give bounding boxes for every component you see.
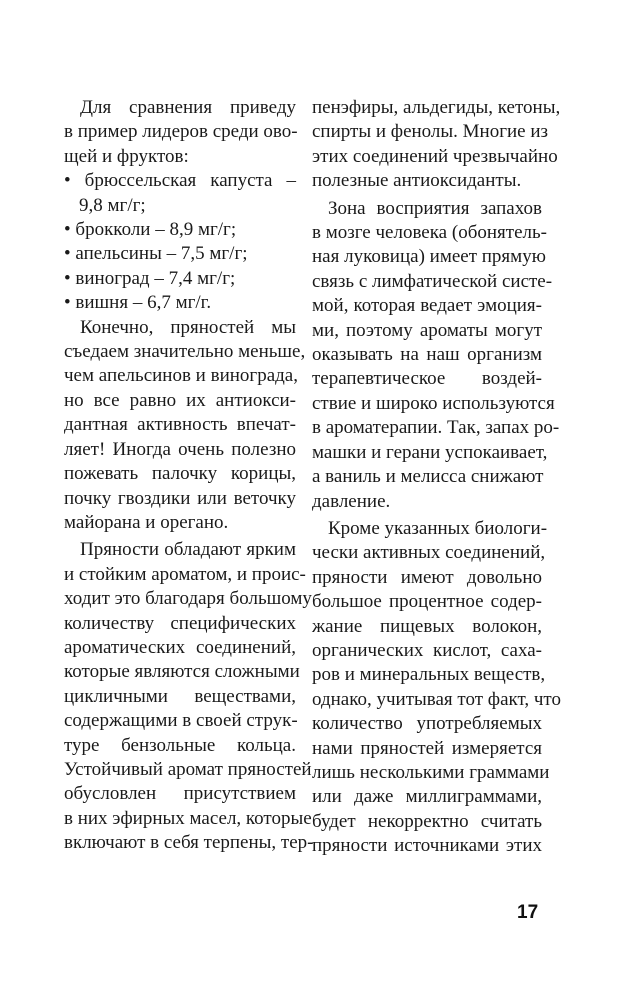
text-line: почку гвоздики или веточку (64, 487, 296, 509)
text-line: количество употребляемых (312, 713, 542, 735)
text-line: однако, учитывая тот факт, что (312, 688, 561, 710)
text-line: мой, которая ведает эмоция- (312, 295, 542, 317)
text-line: ров и минеральных веществ, (312, 664, 546, 686)
text-line: ная луковица) имеет прямую (312, 246, 546, 268)
list-item: • апельсины – 7,5 мг/г; (64, 243, 248, 265)
text-line: нами пряностей измеряется (312, 737, 542, 759)
text-line: ходит это благодаря большому (64, 588, 312, 610)
text-line: количеству специфических (64, 612, 296, 634)
text-line: спирты и фенолы. Многие из (312, 121, 549, 143)
text-line: машки и герани успокаивает, (312, 441, 548, 463)
text-line: съедаем значительно меньше, (64, 341, 306, 363)
text-line: пожевать палочку корицы, (64, 463, 296, 485)
text-line: дантная активность впечат- (64, 414, 296, 436)
list-item-continuation: 9,8 мг/г; (79, 194, 146, 216)
text-line: Зона восприятия запахов (328, 197, 542, 219)
text-line: в пример лидеров среди ово- (64, 121, 298, 143)
text-line: Пряности обладают ярким (80, 539, 296, 561)
text-line: лишь несколькими граммами (312, 761, 550, 783)
text-line: терапевтическое воздей- (312, 368, 542, 390)
text-line: большое процентное содер- (312, 591, 542, 613)
text-line: ми, поэтому ароматы могут (312, 319, 542, 341)
text-line: содержащими в своей струк- (64, 710, 298, 732)
text-line: майорана и орегано. (64, 511, 229, 533)
text-line: связь с лимфатической систе- (312, 270, 553, 292)
text-line: и стойким ароматом, и проис- (64, 563, 306, 585)
text-line: ляет! Иногда очень полезно (64, 438, 296, 460)
text-line: в мозге человека (обонятель- (312, 222, 547, 244)
page-number: 17 (517, 902, 539, 923)
right-column (312, 96, 561, 859)
text-line: ароматических соединений, (64, 636, 296, 658)
text-line: чем апельсинов и винограда, (64, 365, 298, 387)
text-line: пряности источниками этих (312, 835, 542, 857)
text-line: полезные антиоксиданты. (312, 170, 522, 192)
list-item: • брюссельская капуста – (64, 170, 296, 192)
text-line: туре бензольные кольца. (64, 734, 296, 756)
text-line: оказывать на наш организм (312, 344, 542, 366)
text-line: органических кислот, саха- (312, 639, 542, 661)
text-line: цикличными веществами, (64, 685, 296, 707)
text-line: чески активных соединений, (312, 542, 546, 564)
text-line: включают в себя терпены, тер- (64, 832, 314, 854)
text-line: Кроме указанных биологи- (328, 517, 548, 539)
left-column (64, 96, 314, 856)
text-line: пенэфиры, альдегиды, кетоны, (312, 97, 561, 118)
text-line: пряности имеют довольно (312, 566, 542, 588)
list-item: • виноград – 7,4 мг/г; (64, 267, 236, 289)
text-line: будет некорректно считать (312, 810, 542, 832)
text-line: в ароматерапии. Так, запах ро- (312, 417, 560, 439)
text-line: но все равно их антиокси- (64, 389, 296, 411)
text-line: Конечно, пряностей мы (80, 316, 296, 338)
text-line: обусловлен присутствием (64, 783, 296, 805)
text-line: этих соединений чрезвычайно (312, 145, 558, 167)
text-line: жание пищевых волокон, (312, 615, 542, 637)
text-line: щей и фруктов: (64, 145, 189, 167)
text-line: в них эфирных масел, которые (64, 807, 312, 829)
text-line: или даже миллиграммами, (312, 786, 542, 808)
text-line: а ваниль и мелисса снижают (312, 466, 544, 488)
list-item: • вишня – 6,7 мг/г. (64, 292, 212, 314)
text-line: давление. (312, 490, 391, 512)
text-line: которые являются сложными (64, 661, 300, 683)
list-item: • брокколи – 8,9 мг/г; (64, 219, 237, 241)
text-line: Устойчивый аромат пряностей (64, 758, 312, 780)
text-line: ствие и широко используются (312, 392, 555, 414)
text-line: Для сравнения приведу (80, 97, 296, 118)
